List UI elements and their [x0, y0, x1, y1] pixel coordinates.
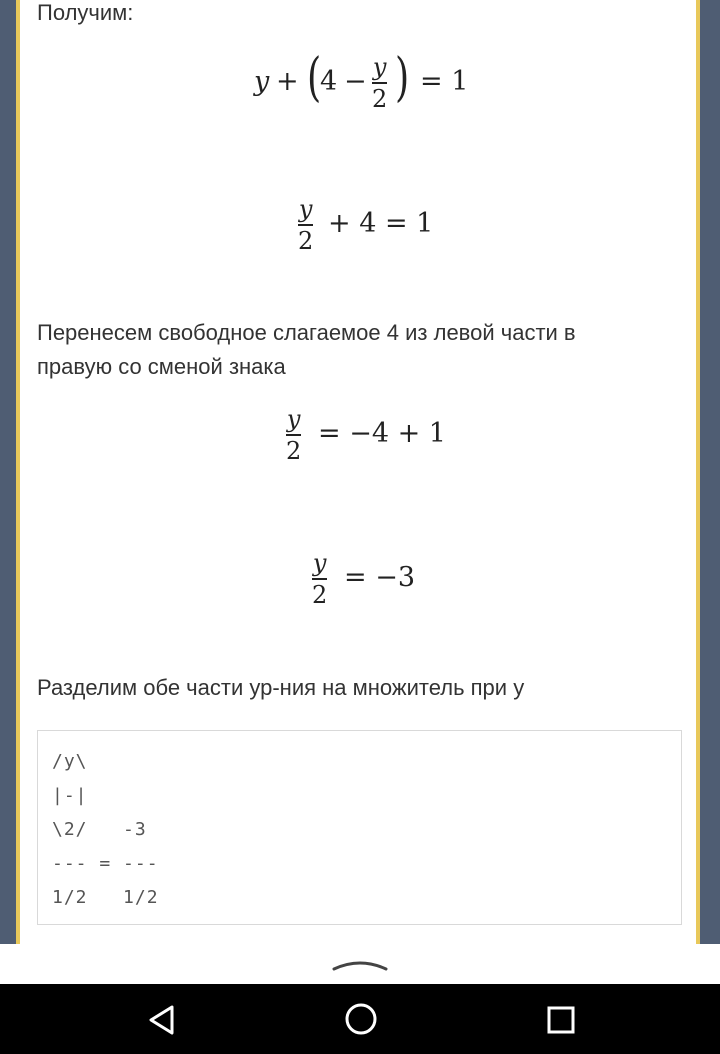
eq1-fraction-bar [372, 82, 387, 84]
eq2-fraction [298, 196, 313, 254]
collapse-bar [0, 944, 720, 984]
code-line: --- = --- [52, 853, 159, 874]
eq1-minus: − [344, 66, 367, 97]
eq4-fraction-bar [312, 578, 327, 580]
divide-text: Разделим обе части ур-ния на множитель при y [37, 675, 525, 700]
android-nav-bar [0, 984, 720, 1054]
eq4-denominator: 2 [312, 581, 328, 609]
eq3-rest: = −4 + 1 [318, 418, 446, 449]
eq1-denominator: 2 [372, 85, 388, 113]
eq2-rest: + 4 = 1 [328, 208, 434, 239]
code-line: \2/ -3 [52, 819, 147, 840]
answer-content [20, 0, 696, 944]
eq2-denominator: 2 [298, 227, 314, 255]
eq4-numerator: y [312, 549, 327, 577]
eq2-numerator: y [298, 195, 313, 223]
code-block [37, 730, 682, 925]
eq1-right-paren: ) [395, 48, 410, 108]
chevron-up-icon[interactable] [330, 956, 390, 974]
eq3-denominator: 2 [286, 437, 302, 465]
code-line: /y\ [52, 751, 88, 772]
back-icon[interactable] [146, 1004, 178, 1036]
move-term-text-2: правую со сменой знака [37, 354, 286, 379]
code-line: |-| [52, 785, 88, 806]
eq1-four: 4 [320, 66, 338, 97]
equation-1 [254, 48, 494, 124]
eq1-var-y: y [254, 66, 270, 97]
code-line: 1/2 1/2 [52, 887, 159, 908]
eq1-plus: + [276, 66, 299, 97]
equation-3 [286, 406, 476, 472]
equation-2 [298, 196, 458, 262]
eq1-rhs: = 1 [420, 66, 469, 97]
recents-icon[interactable] [547, 1006, 575, 1034]
eq3-fraction-bar [286, 434, 301, 436]
intro-text: Получим: [37, 0, 134, 25]
move-term-text: Перенесем свободное слагаемое 4 из левой части в [37, 320, 576, 345]
eq3-fraction [286, 406, 301, 464]
eq1-numerator: y [372, 53, 387, 81]
eq3-numerator: y [286, 405, 301, 433]
eq2-fraction-bar [298, 224, 313, 226]
eq1-fraction [372, 54, 387, 112]
eq1-left-paren: ( [307, 48, 322, 108]
eq4-fraction [312, 550, 327, 608]
eq4-rest: = −3 [344, 562, 416, 593]
equation-4 [312, 550, 432, 616]
right-border [696, 0, 700, 944]
home-icon[interactable] [344, 1002, 378, 1036]
